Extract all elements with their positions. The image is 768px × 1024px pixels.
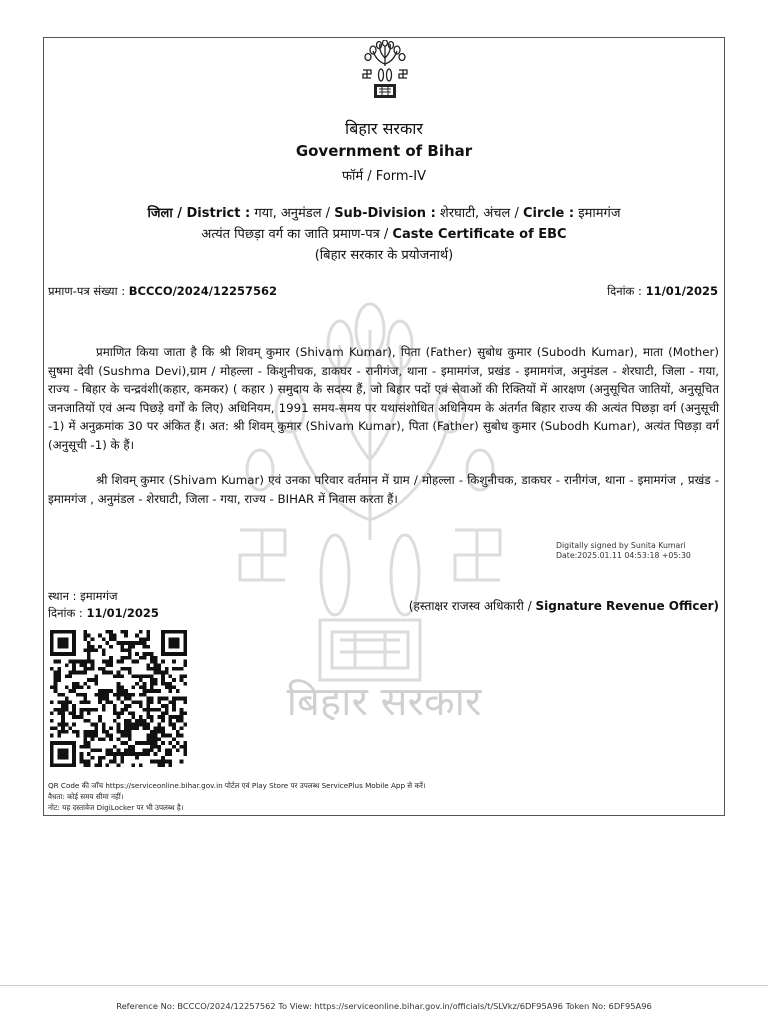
certificate-title bbox=[0, 224, 768, 242]
signature-hindi: (हस्ताक्षर राजस्व अधिकारी / bbox=[408, 599, 536, 613]
issue-date-value: 11/01/2025 bbox=[645, 284, 718, 298]
certificate-number-value: BCCCO/2024/12257562 bbox=[128, 284, 278, 298]
reference-footer: Reference No: BCCCO/2024/12257562 To View: https://serviceonline.bihar.gov.in/officials/t/SLVkz/6DF95A96 Token No: 6DF95A96 bbox=[0, 985, 768, 1011]
digital-signature-date: Date:2025.01.11 04:53:18 +05:30 bbox=[556, 551, 691, 560]
circle-label: Circle : bbox=[522, 206, 575, 221]
form-number: फॉर्म / Form-IV bbox=[342, 169, 426, 184]
place-label: स्थान : bbox=[48, 589, 77, 603]
certificate-title-english: Caste Certificate of EBC bbox=[392, 227, 567, 242]
place-date-value: 11/01/2025 bbox=[86, 606, 159, 620]
place-date bbox=[48, 606, 159, 621]
certificate-purpose: (बिहार सरकार के प्रयोजनार्थ) bbox=[314, 248, 454, 263]
digital-signature-signer: Digitally signed by Sunita Kumari bbox=[556, 541, 686, 550]
issue-date bbox=[607, 284, 718, 299]
certification-paragraph: प्रमाणित किया जाता है कि श्री शिवम् कुमार (Shivam Kumar), पिता (Father) सुबोध कुमार (Subodh Kumar), माता (Mother) सुषमा देवी (Sushma Devi),ग्राम / मोहल्ला - किशुनीचक, डाकघर - रानीगंज, थाना - इमामगंज, प्रखंड - इमामगंज, अनुमंडल - शेरघाटी, जिला - गया, राज्य - बिहार के चन्द्रवंशी(कहार, कमकर) ( कहार ) समुदाय के सदस्य हैं, जो बिहार पदों एवं सेवाओं की रिक्तियों में आरक्षण (अनुसूचित जातियों, अनुसूचित जनजातियों एवं अन्य पिछड़े वर्गों के लिए) अधिनियम, 1991 समय-समय पर यथासंशोधित अधिनियम के अंतर्गत बिहार राज्य की अत्यंत पिछड़ा वर्ग (अनुसूची -1) में अनुक्रमांक 30 पर अंकित हैं। अत: श्री शिवम् कुमार (Shivam Kumar), पिता (Father) सुबोध कुमार (Subodh Kumar), अत्यंत पिछड़ा वर्ग (अनुसूची -1) के हैं। bbox=[48, 345, 719, 452]
digital-signature bbox=[556, 541, 691, 561]
signature-english: Signature Revenue Officer) bbox=[535, 599, 719, 613]
location-line bbox=[0, 203, 768, 221]
place-date-label: दिनांक : bbox=[48, 606, 83, 620]
district-value: गया, अनुमंडल / bbox=[250, 206, 335, 221]
subdivision-value: शेरघाटी, अंचल / bbox=[435, 206, 523, 221]
certificate-number-label: प्रमाण-पत्र संख्या : bbox=[48, 284, 126, 298]
place-value: इमामगंज bbox=[80, 589, 118, 603]
subdivision-label: Sub-Division : bbox=[334, 206, 436, 221]
bihar-emblem-icon bbox=[353, 40, 417, 102]
government-title-hindi: बिहार सरकार bbox=[345, 119, 423, 138]
district-label: जिला / District : bbox=[147, 206, 251, 221]
validity-note: वैधता: कोई समय सीमा नहीं। bbox=[48, 792, 124, 801]
qr-verification-note: QR Code की जाँच https://serviceonline.bihar.gov.in पोर्टल एवं Play Store पर उपलब्ध ServicePlus Mobile App से करें। bbox=[48, 781, 426, 790]
watermark-text: बिहार सरकार bbox=[286, 679, 482, 725]
qr-code-icon[interactable] bbox=[50, 630, 187, 767]
circle-value: इमामगंज bbox=[574, 206, 621, 221]
digilocker-note: नोट: यह दस्तावेज DigiLocker पर भी उपलब्ध है। bbox=[48, 803, 184, 812]
certificate-number bbox=[48, 284, 277, 299]
issue-date-label: दिनांक : bbox=[607, 284, 642, 298]
signature-officer bbox=[409, 597, 719, 614]
residence-paragraph: श्री शिवम् कुमार (Shivam Kumar) एवं उनका परिवार वर्तमान में ग्राम / मोहल्ला - किशुनीचक, डाकघर - रानीगंज, थाना - इमामगंज , प्रखंड - इमामगंज , अनुमंडल - शेरघाटी, जिला - गया, राज्य - BIHAR में निवास करता हैं। bbox=[48, 473, 719, 506]
government-title-english: Government of Bihar bbox=[295, 142, 473, 160]
certificate-title-hindi: अत्यंत पिछड़ा वर्ग का जाति प्रमाण-पत्र / bbox=[201, 227, 393, 242]
place bbox=[48, 589, 118, 604]
